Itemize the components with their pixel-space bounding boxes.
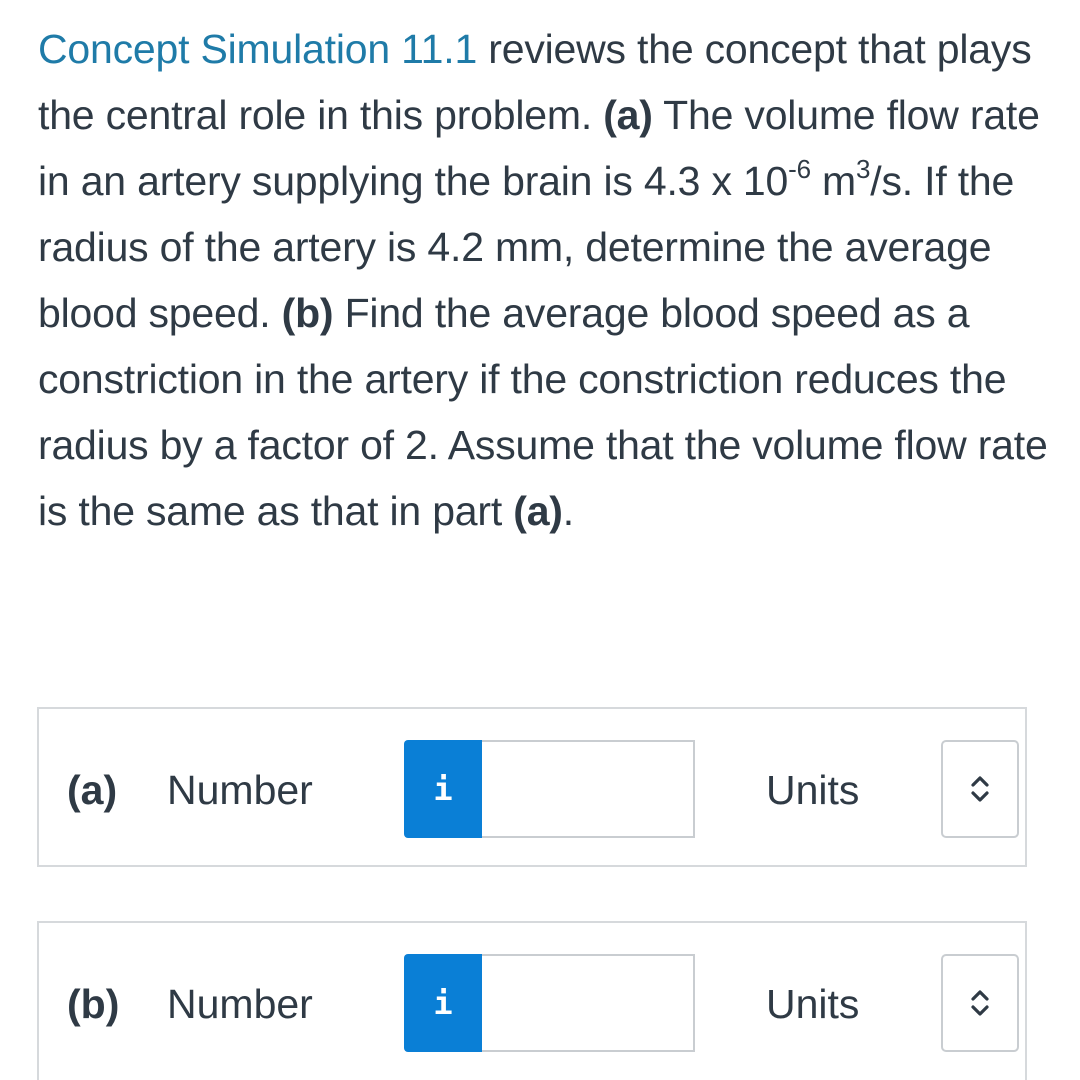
number-label: Number [167, 767, 313, 813]
problem-text-a2: m [810, 158, 857, 204]
problem-text-a3: /s. If the radius of the artery is 4.2 mm, determine the average blood speed. [38, 158, 1015, 336]
answer-row-a [37, 707, 1027, 867]
part-a-marker: (a) [603, 92, 653, 138]
answer-row-b [37, 921, 1027, 1080]
number-label: Number [167, 981, 313, 1027]
info-icon: i [433, 984, 453, 1022]
exponent-b: 3 [856, 154, 871, 185]
info-icon: i [433, 770, 453, 808]
info-button[interactable] [404, 740, 482, 838]
units-label: Units [766, 981, 860, 1027]
units-dropdown-b[interactable] [941, 954, 1019, 1052]
chevron-up-down-icon [969, 988, 991, 1018]
problem-intro: reviews the concept that plays the central role in this problem. [38, 26, 1032, 138]
exponent-a: -6 [788, 154, 811, 185]
part-label: (b) [67, 981, 120, 1027]
problem-text-end: . [562, 488, 574, 534]
problem-text-a1: The volume flow rate in an artery supplying the brain is 4.3 x 10 [38, 92, 1040, 204]
part-label: (a) [67, 767, 118, 813]
info-button[interactable] [404, 954, 482, 1052]
part-b-marker: (b) [281, 290, 334, 336]
part-a-reference: (a) [513, 488, 563, 534]
units-dropdown-a[interactable] [941, 740, 1019, 838]
problem-text-b1: Find the average blood speed as a constriction in the artery if the constriction reduces the radius by a factor of 2. Assume that the volume flow rate is the same as that in part [38, 290, 1048, 534]
number-input-b[interactable] [482, 954, 695, 1052]
problem-statement [38, 16, 1048, 544]
units-label: Units [766, 767, 860, 813]
concept-simulation-link[interactable]: Concept Simulation 11.1 [38, 26, 478, 72]
chevron-up-down-icon [969, 774, 991, 804]
number-input-a[interactable] [482, 740, 695, 838]
